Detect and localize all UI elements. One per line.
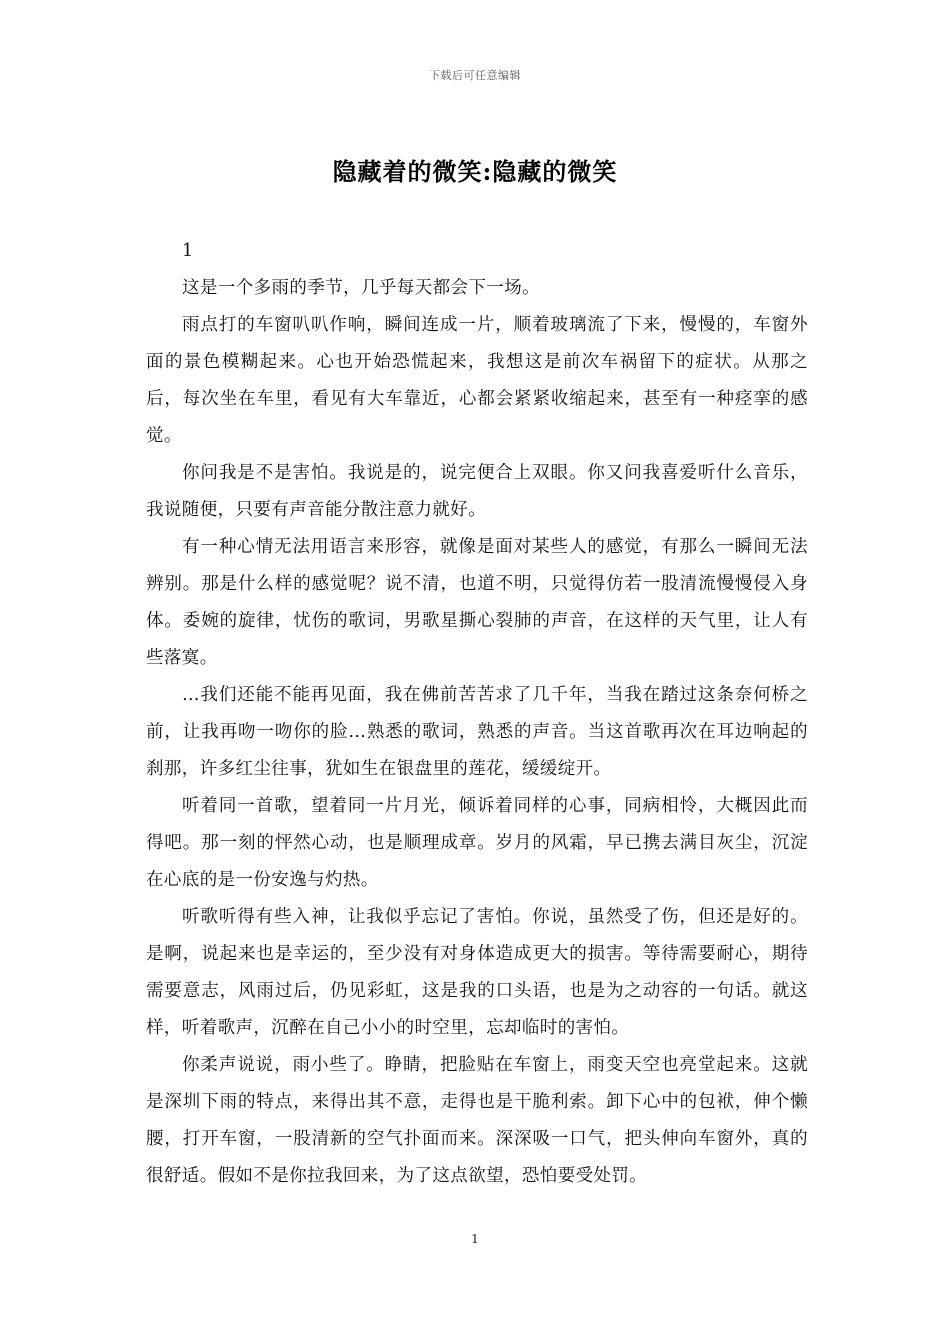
section-number: 1 (182, 241, 194, 261)
document-title: 隐藏着的微笑:隐藏的微笑 (332, 157, 618, 186)
paragraph: 这是一个多雨的季节，几乎每天都会下一场。 (182, 278, 540, 298)
paragraph: 你柔声说说，雨小些了。睁睛，把脸贴在车窗上，雨变天空也亮堂起来。这就是深圳下雨的特点，来得出其不意，走得也是干脆利索。卸下心中的包袱，伸个懒腰，打开车窗，一股清新的空气扑面而来。深深吸一口气，把头伸向车窗外，真的很舒适。假如不是你拉我回来，为了这点欲望，恐怕要受处罚。 (146, 1055, 808, 1186)
page-number: 1 (471, 1232, 479, 1246)
paragraph: …我们还能不能再见面，我在佛前苦苦求了几千年，当我在踏过这条奈何桥之前，让我再吻一吻你的脸…熟悉的歌词，熟悉的声音。当这首歌再次在耳边响起的刹那，许多红尘往事，犹如生在银盘里的莲花，缓缓绽开。 (146, 685, 808, 779)
paragraph: 听着同一首歌，望着同一片月光，倾诉着同样的心事，同病相怜，大概因此而得吧。那一刻的怦然心动，也是顺理成章。岁月的风霜，早已携去满目灰尘，沉淀在心底的是一份安逸与灼热。 (146, 796, 808, 890)
paragraph: 你问我是不是害怕。我说是的，说完便合上双眼。你又问我喜爱听什么音乐，我说随便，只要有声音能分散注意力就好。 (146, 463, 808, 520)
paragraph: 雨点打的车窗叭叭作响，瞬间连成一片，顺着玻璃流了下来，慢慢的，车窗外面的景色模糊起来。心也开始恐慌起来，我想这是前次车祸留下的症状。从那之后，每次坐在车里，看见有大车靠近，心都会紧紧收缩起来，甚至有一种痉挛的感觉。 (146, 315, 808, 446)
paragraph: 有一种心情无法用语言来形容，就像是面对某些人的感觉，有那么一瞬间无法辨别。那是什么样的感觉呢？说不清，也道不明，只觉得仿若一股清流慢慢侵入身体。委婉的旋律，忧伤的歌词，男歌星撕心裂肺的声音，在这样的天气里，让人有些落寞。 (146, 537, 808, 668)
paragraph: 听歌听得有些入神，让我似乎忘记了害怕。你说，虽然受了伤，但还是好的。是啊，说起来也是幸运的，至少没有对身体造成更大的损害。等待需要耐心，期待需要意志，风雨过后，仍见彩虹，这是我的口头语，也是为之动容的一句话。就这样，听着歌声，沉醉在自己小小的时空里，忘却临时的害怕。 (146, 907, 808, 1038)
header-note: 下载后可任意编辑 (429, 69, 521, 82)
document-body (146, 233, 808, 1195)
